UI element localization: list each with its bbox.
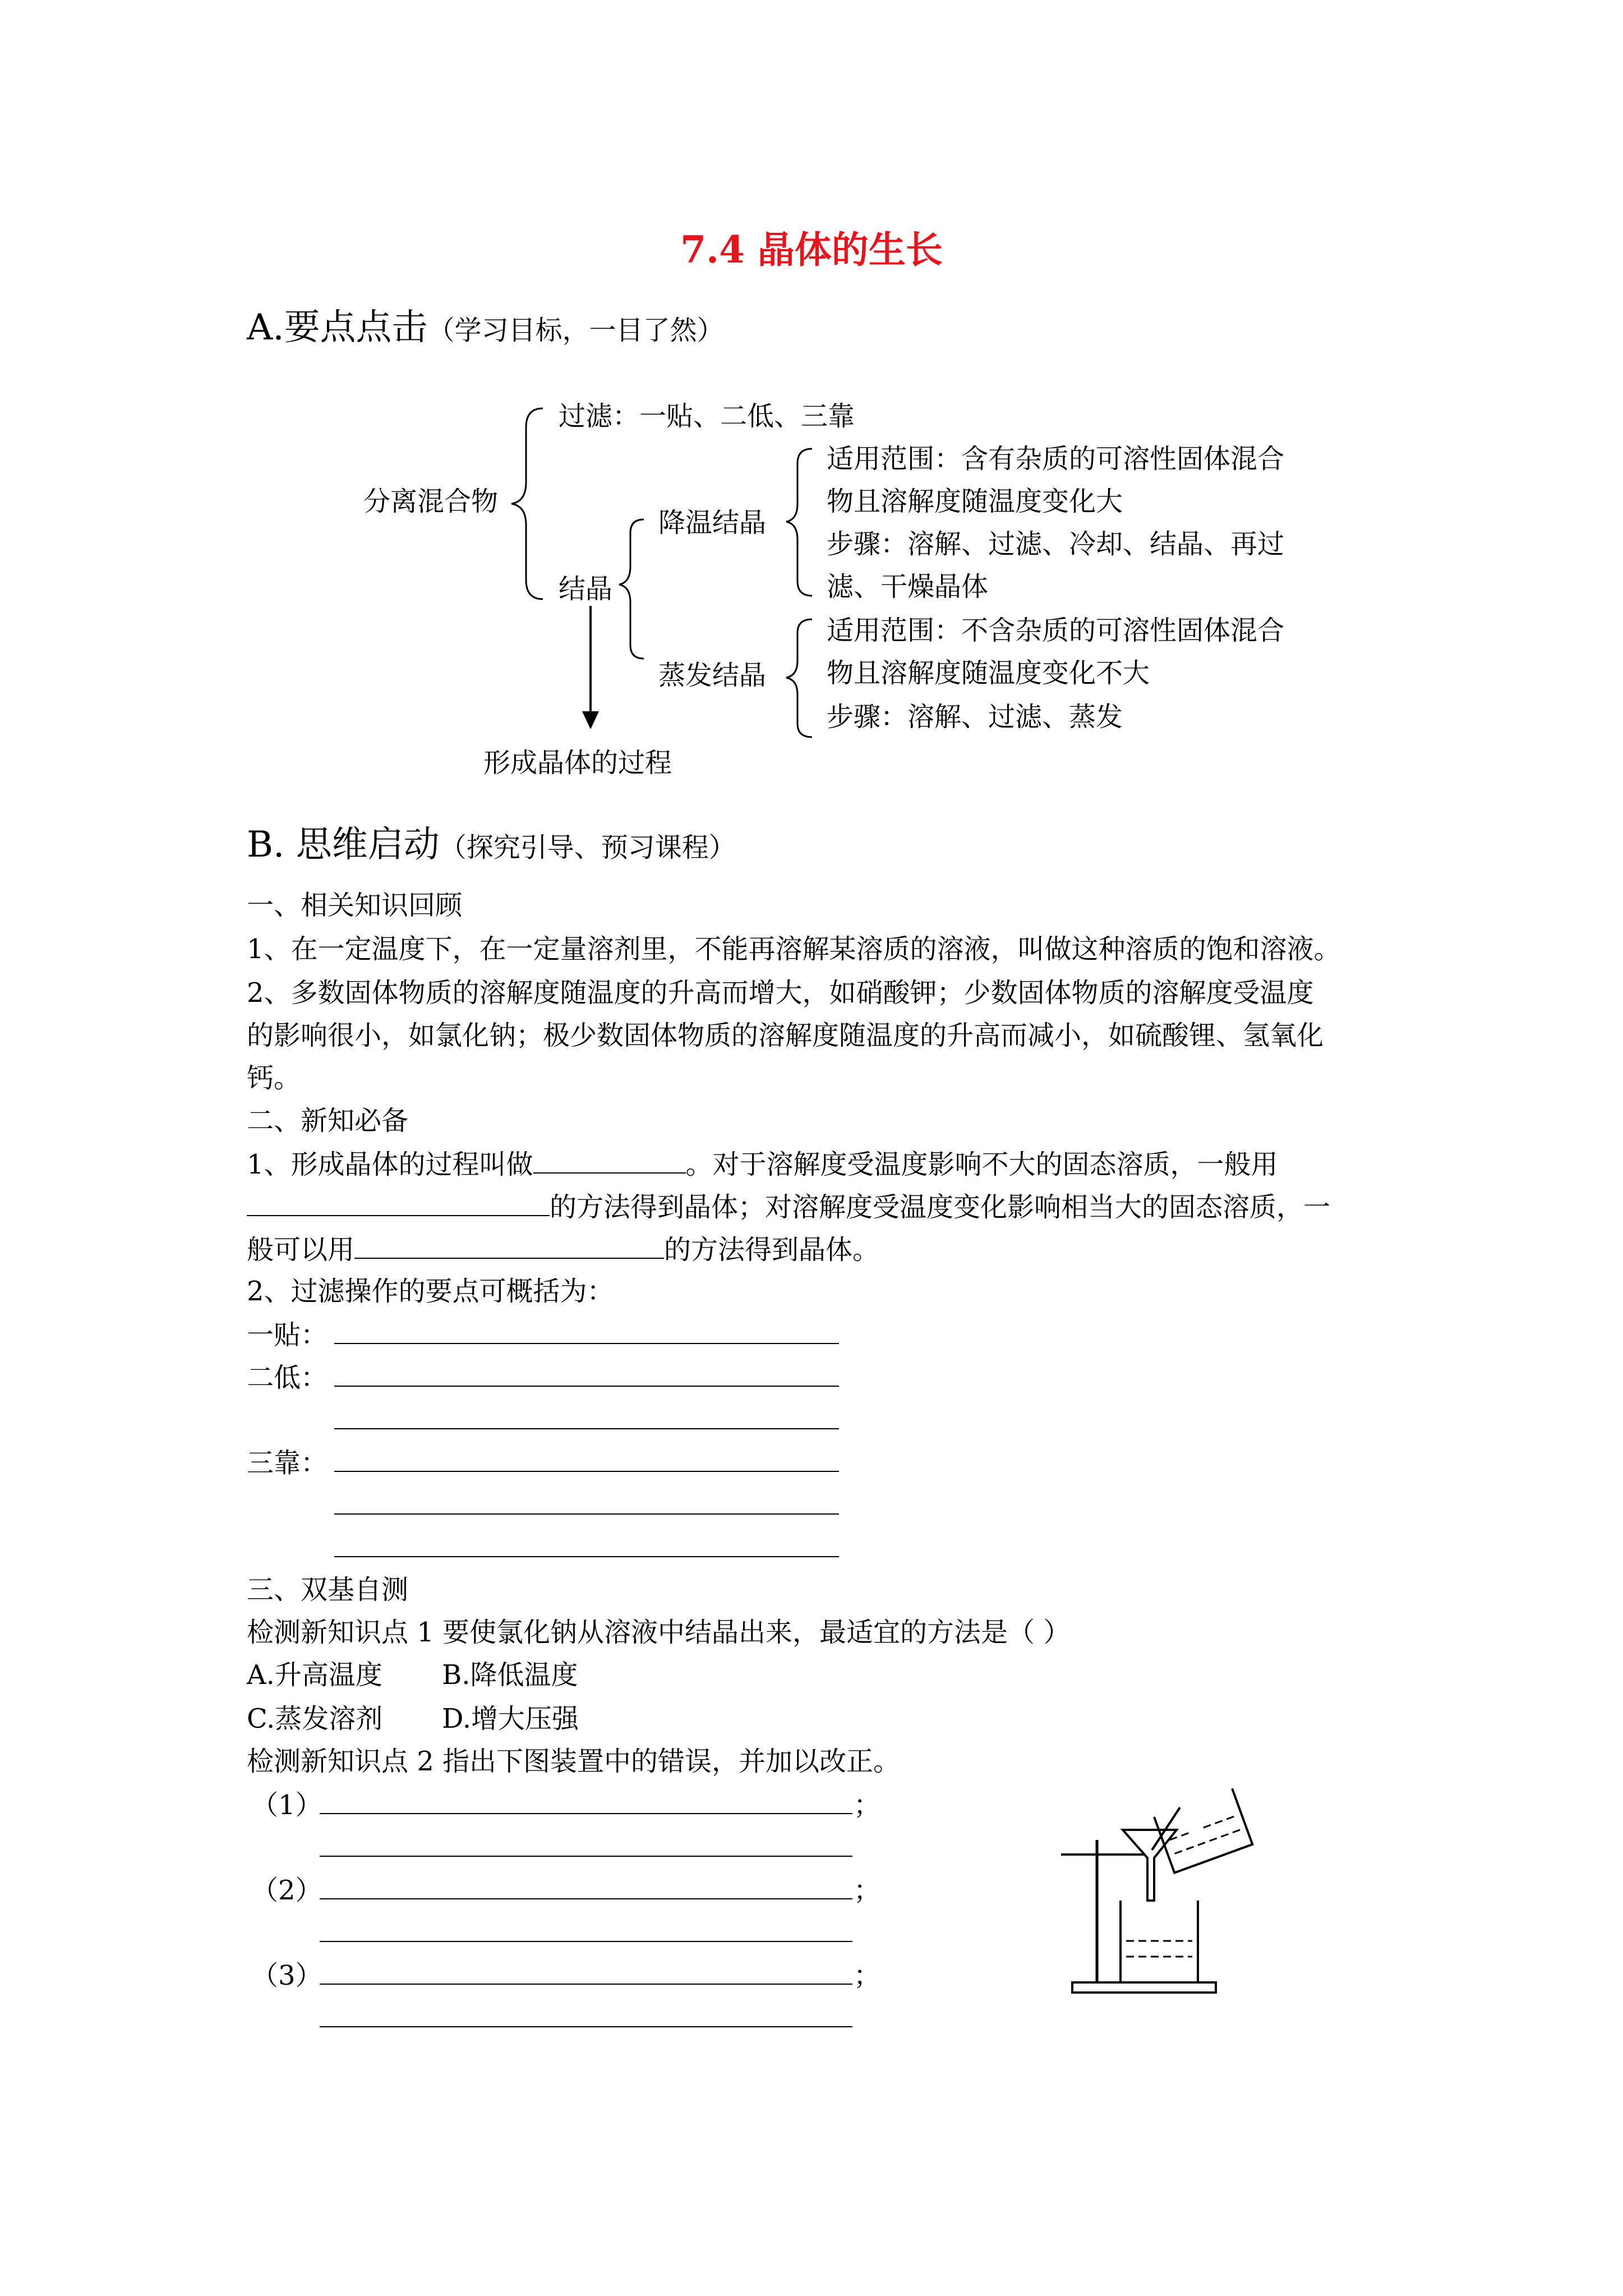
semicolon-3: ； [854, 1960, 881, 1991]
tree-filter: 过滤：一贴、二低、三靠 [559, 401, 855, 432]
tree-evap-steps: 步骤：溶解、过滤、蒸发 [827, 701, 1123, 733]
tree-crystal: 结晶 [559, 573, 613, 605]
section-a-subtitle: （学习目标，一目了然） [427, 315, 724, 346]
semicolon-1: ； [854, 1789, 881, 1821]
tree-cooling-steps-2: 滤、干燥晶体 [827, 571, 989, 602]
semicolon-2: ； [854, 1875, 881, 1906]
review-2c: 钙。 [247, 1062, 301, 1094]
option-b[interactable]: B.降低温度 [442, 1659, 578, 1691]
new-2: 2、过滤操作的要点可概括为： [247, 1276, 614, 1307]
tree-evap-scope-1: 适用范围：不含杂质的可溶性固体混合 [827, 615, 1285, 646]
test-title: 三、双基自测 [247, 1574, 409, 1605]
funnel [1123, 1830, 1177, 1901]
tree-root: 分离混合物 [363, 486, 499, 517]
tree-cooling-scope-1: 适用范围：含有杂质的可溶性固体混合 [827, 443, 1285, 475]
option-a[interactable]: A.升高温度 [247, 1659, 382, 1691]
section-b-title: B. 思维启动 [247, 824, 440, 866]
new-1b-post: 的方法得到晶体；对溶解度受温度变化影响相当大的固态溶质，一 [550, 1191, 1331, 1223]
tree-cooling: 降温结晶 [658, 507, 767, 539]
option-c[interactable]: C.蒸发溶剂 [247, 1703, 383, 1734]
answer-label-3: （3） [251, 1960, 322, 1991]
tree-cooling-steps-1: 步骤：溶解、过滤、冷却、结晶、再过 [827, 528, 1285, 560]
option-d[interactable]: D.增大压强 [442, 1703, 579, 1734]
label-tie: 一贴： [247, 1319, 328, 1351]
new-1c-pre: 般可以用 [247, 1234, 355, 1266]
label-low: 二低： [247, 1362, 328, 1393]
review-2b: 的影响很小，如氯化钠；极少数固体物质的溶解度随温度的升高而减小，如硫酸锂、氢氧化 [247, 1020, 1324, 1051]
review-1: 1、在一定温度下，在一定量溶剂里，不能再溶解某溶质的溶液，叫做这种溶质的饱和溶液。 [247, 933, 1341, 965]
tree-evap-scope-2: 物且溶解度随温度变化不大 [827, 657, 1150, 689]
new-1c-post: 的方法得到晶体。 [664, 1234, 880, 1266]
review-2a: 2、多数固体物质的溶解度随温度的升高而增大，如硝酸钾；少数固体物质的溶解度受温度 [247, 977, 1314, 1009]
label-lean: 三靠： [247, 1447, 328, 1479]
question-2: 检测新知识点 2 指出下图装置中的错误，并加以改正。 [247, 1746, 901, 1777]
question-1: 检测新知识点 1 要使氯化钠从溶液中结晶出来，最适宜的方法是（ ） [247, 1617, 1071, 1648]
review-title: 一、相关知识回顾 [247, 890, 463, 921]
new-1a-pre: 1、形成晶体的过程叫做 [247, 1149, 533, 1180]
new-1a-post: 。对于溶解度受温度影响不大的固态溶质，一般用 [685, 1149, 1278, 1180]
stand-base [1072, 1982, 1216, 1993]
answer-label-2: （2） [251, 1875, 322, 1906]
tree-arrow-label: 形成晶体的过程 [483, 747, 672, 779]
section-a-title: A.要点点击 [247, 307, 428, 348]
page-title: 7.4 晶体的生长 [680, 228, 943, 272]
answer-label-1: （1） [251, 1789, 322, 1821]
tree-evap: 蒸发结晶 [658, 660, 767, 691]
tree-cooling-scope-2: 物且溶解度随温度变化大 [827, 486, 1123, 517]
section-b-subtitle: （探究引导、预习课程） [439, 832, 736, 863]
new-title: 二、新知必备 [247, 1105, 409, 1137]
